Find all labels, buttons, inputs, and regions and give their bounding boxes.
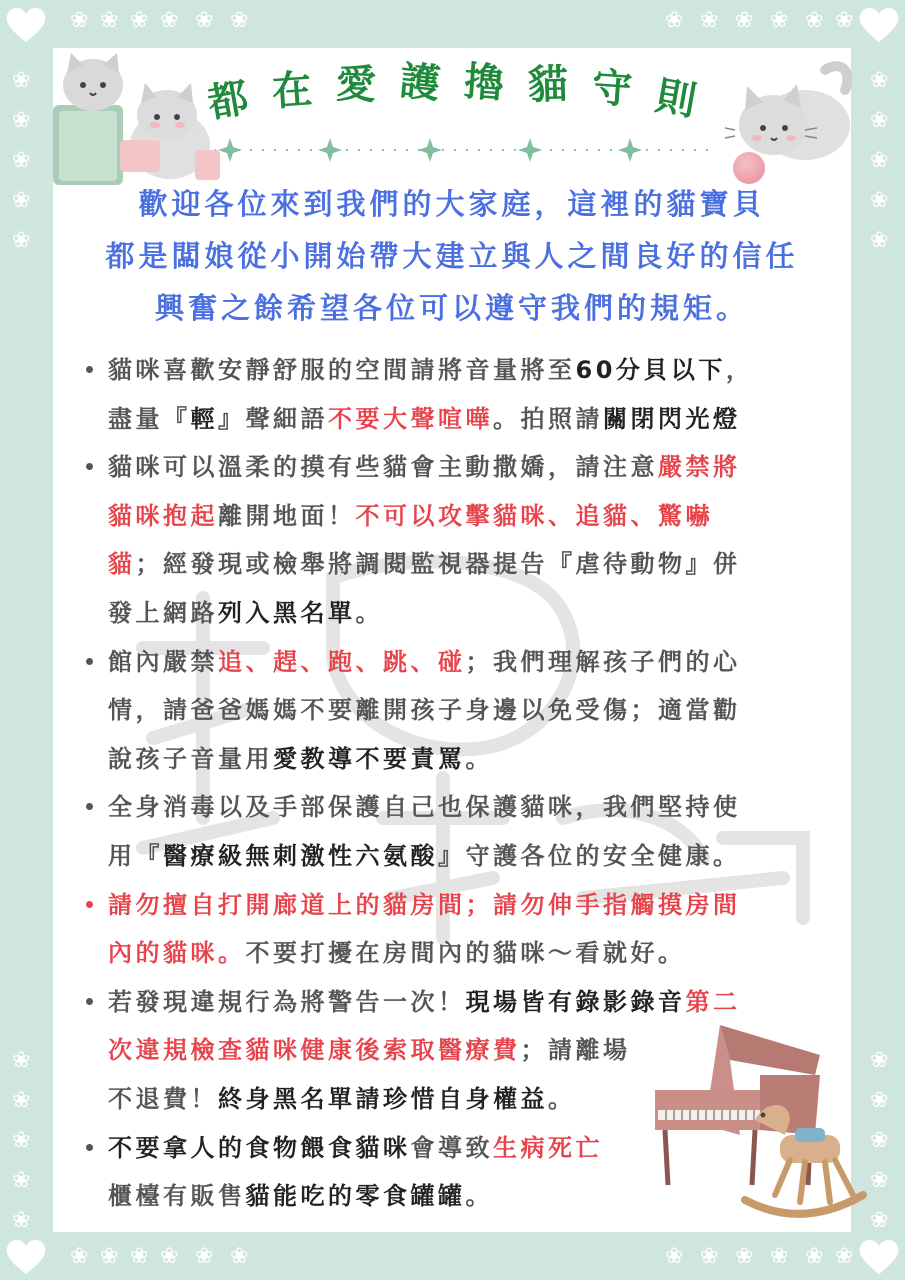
highlight-text: 請勿擅自打開廊道上的貓房間；請勿伸手指觸摸房間 bbox=[108, 890, 741, 919]
divider-dot bbox=[370, 149, 372, 151]
paw-print-icon: ❀ bbox=[12, 148, 31, 173]
rule-item bbox=[84, 346, 844, 443]
highlight-text: 不要大聲喧嘩 bbox=[328, 404, 493, 433]
paw-print-icon: ❀ bbox=[870, 1208, 889, 1233]
paw-print-icon: ❀ bbox=[12, 1128, 31, 1153]
divider-dot bbox=[466, 149, 468, 151]
divider-dot bbox=[478, 149, 480, 151]
paw-print-icon: ❀ bbox=[835, 1244, 854, 1269]
paw-print-icon: ❀ bbox=[870, 68, 889, 93]
divider-dot bbox=[262, 149, 264, 151]
paw-print-icon: ❀ bbox=[665, 8, 684, 33]
rule-line bbox=[108, 638, 844, 687]
body-text: ， bbox=[725, 356, 754, 384]
paw-print-icon: ❀ bbox=[100, 8, 119, 33]
emphasis-text: 醫療級無刺激性六氨酸 bbox=[163, 841, 438, 870]
body-text: 全身消毒以及手部保護自己也保護貓咪，我們堅持使 bbox=[108, 793, 741, 822]
paw-print-icon: ❀ bbox=[100, 1244, 119, 1269]
paw-print-icon: ❀ bbox=[870, 108, 889, 133]
body-text: 館內嚴禁 bbox=[108, 647, 218, 676]
heart-icon bbox=[4, 4, 48, 44]
paw-print-icon: ❀ bbox=[12, 1208, 31, 1233]
body-text: 盡量『 bbox=[108, 404, 191, 433]
paw-print-icon: ❀ bbox=[665, 1244, 684, 1269]
divider-dot bbox=[358, 149, 360, 151]
divider-dot bbox=[490, 149, 492, 151]
body-text: 貓咪可以溫柔的摸有些貓會主動撒嬌，請注意 bbox=[108, 453, 658, 482]
highlight-text: 不可以攻擊貓咪、追貓、驚嚇 bbox=[355, 501, 713, 530]
divider-dot bbox=[598, 149, 600, 151]
body-text: 。 bbox=[465, 744, 493, 773]
rule-line bbox=[108, 686, 844, 735]
title-char: 擼 bbox=[462, 58, 506, 108]
paw-print-icon: ❀ bbox=[130, 1244, 149, 1269]
emphasis-text: 輕 bbox=[190, 404, 218, 433]
divider-dot bbox=[442, 149, 444, 151]
paw-print-icon: ❀ bbox=[805, 1244, 824, 1269]
emphasis-text: 愛教導不要責罵 bbox=[273, 744, 466, 773]
paw-print-icon: ❀ bbox=[700, 8, 719, 33]
divider-dot bbox=[250, 149, 252, 151]
rule-line bbox=[108, 881, 844, 930]
divider-dot bbox=[706, 149, 708, 151]
divider-dot bbox=[298, 149, 300, 151]
emphasis-text: 現場皆有錄影錄音 bbox=[465, 987, 686, 1016]
paw-print-icon: ❀ bbox=[160, 8, 179, 33]
body-text: 說孩子音量用 bbox=[108, 744, 273, 773]
paw-print-icon: ❀ bbox=[160, 1244, 179, 1269]
highlight-text: 貓咪抱起 bbox=[108, 501, 218, 530]
paw-print-icon: ❀ bbox=[870, 1128, 889, 1153]
body-text: 。 bbox=[355, 598, 383, 627]
intro-line-3: 興奮之餘希望各位可以遵守我們的規矩。 bbox=[154, 291, 749, 325]
paw-print-icon: ❀ bbox=[195, 8, 214, 33]
rule-line bbox=[108, 783, 844, 832]
divider-dot bbox=[670, 149, 672, 151]
body-text: 不要打擾在房間內的貓咪～看就好。 bbox=[245, 939, 686, 968]
highlight-text: 嚴禁將 bbox=[658, 453, 741, 482]
intro-line-2: 都是闆娘從小開始帶大建立與人之間良好的信任 bbox=[105, 239, 799, 273]
intro-text bbox=[53, 178, 851, 334]
paw-print-icon: ❀ bbox=[12, 1168, 31, 1193]
title-char: 護 bbox=[397, 58, 443, 108]
paw-print-icon: ❀ bbox=[12, 228, 31, 253]
paw-print-icon: ❀ bbox=[870, 1048, 889, 1073]
heart-icon bbox=[857, 4, 901, 44]
title-char: 都 bbox=[204, 74, 252, 128]
page-title bbox=[200, 58, 720, 132]
paw-print-icon: ❀ bbox=[770, 8, 789, 33]
body-text: ；我們理解孩子們的心 bbox=[465, 647, 741, 676]
sparkle-icon bbox=[418, 138, 442, 162]
sparkle-icon bbox=[318, 138, 342, 162]
body-text: 情，請爸爸媽媽不要離開孩子身邊以免受傷；適當勸 bbox=[108, 696, 741, 725]
rule-line bbox=[108, 735, 844, 784]
rule-line bbox=[108, 832, 844, 881]
paw-print-icon: ❀ bbox=[12, 68, 31, 93]
heart-icon bbox=[4, 1236, 48, 1276]
title-char: 則 bbox=[652, 72, 700, 126]
rule-item bbox=[84, 443, 844, 637]
cat-reading-book-icon bbox=[45, 45, 225, 185]
paw-print-icon: ❀ bbox=[835, 8, 854, 33]
divider-dot bbox=[550, 149, 552, 151]
rule-line bbox=[108, 492, 844, 541]
paw-print-icon: ❀ bbox=[12, 1088, 31, 1113]
title-char: 守 bbox=[590, 64, 634, 114]
paw-print-icon: ❀ bbox=[70, 8, 89, 33]
emphasis-text: 不要拿人的食物餵食貓咪 bbox=[108, 1133, 411, 1162]
body-text: 會導致 bbox=[410, 1133, 493, 1162]
divider-dot bbox=[286, 149, 288, 151]
paw-print-icon: ❀ bbox=[805, 8, 824, 33]
rule-item bbox=[84, 783, 844, 880]
divider-dot bbox=[514, 149, 516, 151]
body-text: 櫃檯有販售 bbox=[108, 1182, 246, 1211]
intro-line-1: 歡迎各位來到我們的大家庭，這裡的貓寶貝 bbox=[138, 187, 766, 221]
emphasis-text: 終身黑名單請珍惜自身權益 bbox=[218, 1084, 548, 1113]
divider-dot bbox=[682, 149, 684, 151]
paw-print-icon: ❀ bbox=[230, 8, 249, 33]
title-char: 愛 bbox=[335, 61, 377, 109]
body-text: 』聲細語 bbox=[218, 404, 328, 433]
body-text: 。拍照請 bbox=[493, 404, 603, 433]
divider-dot bbox=[382, 149, 384, 151]
divider-dot bbox=[610, 149, 612, 151]
heart-icon bbox=[857, 1236, 901, 1276]
sparkle-icon bbox=[518, 138, 542, 162]
divider-dot bbox=[574, 149, 576, 151]
body-text: 離開地面！ bbox=[218, 501, 356, 530]
body-text: ；請離場 bbox=[520, 1036, 631, 1065]
body-text: ；經發現或檢舉將調閱監視器提告『虐待動物』併 bbox=[135, 550, 741, 579]
body-text: 貓咪喜歡安靜舒服的空間請將音量將至 bbox=[108, 356, 576, 384]
body-text: 用『 bbox=[108, 841, 163, 870]
paw-print-icon: ❀ bbox=[700, 1244, 719, 1269]
paw-print-icon: ❀ bbox=[870, 148, 889, 173]
body-text: 不退費！ bbox=[108, 1084, 218, 1113]
rule-item bbox=[84, 881, 844, 978]
divider-dot bbox=[562, 149, 564, 151]
paw-print-icon: ❀ bbox=[12, 108, 31, 133]
highlight-text: 內的貓咪。 bbox=[108, 939, 246, 968]
rule-line bbox=[108, 589, 844, 638]
divider-dot bbox=[215, 149, 216, 151]
emphasis-text: 貓能吃的零食罐罐 bbox=[245, 1182, 466, 1211]
divider-dot bbox=[394, 149, 396, 151]
divider-dot bbox=[658, 149, 660, 151]
divider-dot bbox=[586, 149, 588, 151]
emphasis-text: 60分貝以下 bbox=[575, 356, 726, 384]
title-char: 在 bbox=[270, 66, 314, 116]
divider-dot bbox=[406, 149, 408, 151]
paw-print-icon: ❀ bbox=[870, 228, 889, 253]
paw-print-icon: ❀ bbox=[770, 1244, 789, 1269]
title-char: 貓 bbox=[527, 61, 569, 109]
paw-print-icon: ❀ bbox=[870, 188, 889, 213]
highlight-text: 生病死亡 bbox=[493, 1133, 603, 1162]
paw-print-icon: ❀ bbox=[735, 1244, 754, 1269]
sparkle-icon bbox=[618, 138, 642, 162]
sparkle-icon bbox=[218, 138, 242, 162]
divider-dot bbox=[346, 149, 348, 151]
divider-dot bbox=[454, 149, 456, 151]
divider-dot bbox=[694, 149, 696, 151]
rocking-horse-icon bbox=[735, 1090, 870, 1225]
paw-print-icon: ❀ bbox=[870, 1168, 889, 1193]
emphasis-text: 列入黑名單 bbox=[218, 598, 356, 627]
paw-print-icon: ❀ bbox=[230, 1244, 249, 1269]
rule-line bbox=[108, 540, 844, 589]
rule-line bbox=[108, 443, 844, 492]
rule-item bbox=[84, 638, 844, 784]
sparkle-divider bbox=[215, 135, 715, 165]
highlight-text: 貓 bbox=[108, 550, 136, 579]
body-text: 。 bbox=[465, 1182, 493, 1211]
paw-print-icon: ❀ bbox=[735, 8, 754, 33]
body-text: 若發現違規行為將警告一次！ bbox=[108, 987, 466, 1016]
highlight-text: 第二 bbox=[685, 987, 741, 1016]
body-text: 』守護各位的安全健康。 bbox=[438, 841, 741, 870]
rule-line bbox=[108, 929, 844, 978]
divider-dot bbox=[274, 149, 276, 151]
paw-print-icon: ❀ bbox=[12, 188, 31, 213]
paw-print-icon: ❀ bbox=[12, 1048, 31, 1073]
divider-dot bbox=[310, 149, 312, 151]
rule-line bbox=[108, 346, 844, 395]
paw-print-icon: ❀ bbox=[130, 8, 149, 33]
rule-line bbox=[108, 395, 844, 444]
divider-dot bbox=[646, 149, 648, 151]
paw-print-icon: ❀ bbox=[195, 1244, 214, 1269]
body-text: 發上網路 bbox=[108, 598, 218, 627]
paw-print-icon: ❀ bbox=[70, 1244, 89, 1269]
divider-dot bbox=[502, 149, 504, 151]
body-text: 。 bbox=[548, 1084, 576, 1113]
emphasis-text: 關閉閃光燈 bbox=[603, 404, 741, 433]
paw-print-icon: ❀ bbox=[870, 1088, 889, 1113]
highlight-text: 次違規檢查貓咪健康後索取醫療費 bbox=[108, 1036, 521, 1065]
highlight-text: 追、趕、跑、跳、碰 bbox=[218, 647, 466, 676]
